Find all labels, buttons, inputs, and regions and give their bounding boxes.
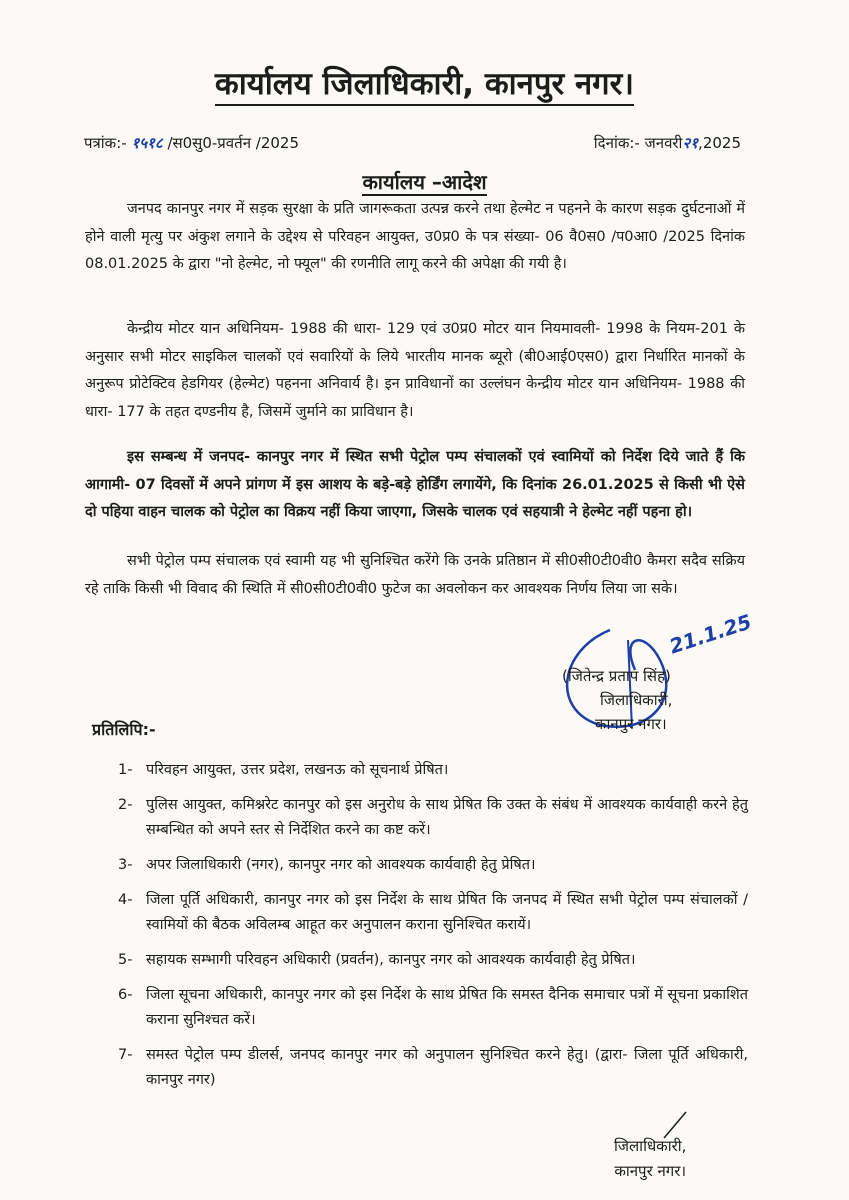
footer-designation: जिलाधिकारी, (614, 1137, 687, 1155)
order-title: कार्यालय –आदेश (362, 170, 487, 194)
signatory-designation: जिलाधिकारी, (600, 691, 673, 709)
copy-item: 2- पुलिस आयुक्त, कमिश्नरेट कानपुर को इस अनुरोध के साथ प्रेषित कि उक्त के संबंध में आवश्यक कार्यवाही करने हेतु सम्बन्धित को अपने स्तर से निर्देशित करने का कष्ट करें। (118, 797, 748, 838)
copy-list (118, 758, 748, 1103)
footer-signatory (614, 1134, 686, 1184)
paragraph-3: इस सम्बन्ध में जनपद- कानपुर नगर में स्थित सभी पेट्रोल पम्प संचालकों एवं स्वामियों को निर्देश दिये जाते हैं कि आगामी- 07 दिवसों में अपने प्रांगण में इस आशय के बड़े-बड़े होर्डिंग लगायेंगे, कि दिनांक 26.01.2025 से किसी भी ऐसे दो पहिया वाहन चालक को पेट्रोल का विक्रय नहीं किया जाएगा, जिसके चालक एवं सहयात्री ने हेल्मेट नहीं पहना हो। (85, 449, 745, 520)
handwritten-letter-number: १५१८ (131, 134, 163, 152)
copy-item: 6- जिला सूचना अधिकारी, कानपुर नगर को इस निर्देश के साथ प्रेषित कि समस्त दैनिक समाचार पत्रों में सूचना प्रकाशित कराना सुनिश्चत करें। (118, 987, 748, 1028)
reference-row (84, 133, 741, 153)
letter-date: दिनांक:- जनवरी२१,2025 (593, 134, 741, 152)
handwritten-day: २१ (682, 134, 699, 152)
copy-item: 5- सहायक सम्भागी परिवहन अधिकारी (प्रवर्तन), कानपुर नगर को आवश्यक कार्यवाही हेतु प्रेषित। (118, 952, 636, 968)
office-heading: कार्यालय जिलाधिकारी, कानपुर नगर। (0, 62, 849, 104)
signature-block (540, 610, 790, 740)
copy-item: 1- परिवहन आयुक्त, उत्तर प्रदेश, लखनऊ को सूचनार्थ प्रेषित। (118, 762, 449, 778)
signatory-name: (जितेन्द्र प्रताप सिंह) (562, 667, 671, 685)
paragraph-1: जनपद कानपुर नगर में सड़क सुरक्षा के प्रति जागरूकता उत्पन्न करने तथा हेल्मेट न पहनने के कारण सड़क दुर्घटनाओं में होने वाली मृत्यु पर अंकुश लगाने के उद्देश्य से परिवहन आयुक्त, उ0प्र0 के पत्र संख्या- 06 वै0स0 /प0आ0 /2025 दिनांक 08.01.2025 के द्वारा "नो हेल्मेट, नो फ्यूल" की रणनीति लागू करने की अपेक्षा की गयी है। (85, 201, 745, 272)
paragraph-2: केन्द्रीय मोटर यान अधिनियम- 1988 की धारा- 129 एवं उ0प्र0 मोटर यान नियमावली- 1998 के नियम-201 के अनुसार सभी मोटर साइकिल चालकों एवं सवारियों के लिये भारतीय मानक ब्यूरो (बी0आई0एस0) द्वारा निर्धारित मानकों के अनुरूप प्रोटेक्टिव हेडगियर (हेल्मेट) पहनना अनिवार्य है। इन प्राविधानों का उल्लंघन केन्द्रीय मोटर यान अधिनियम- 1988 की धारा- 177 के तहत दण्डनीय है, जिसमें जुर्माने का प्राविधान है। (85, 321, 745, 420)
copy-item: 7- समस्त पेट्रोल पम्प डीलर्स, जनपद कानपुर नगर को अनुपालन सुनिश्चित करने हेतु। (द्वारा- जिला पूर्ति अधिकारी, कानपुर नगर) (118, 1047, 748, 1088)
copy-item: 3- अपर जिलाधिकारी (नगर), कानपुर नगर को आवश्यक कार्यवाही हेतु प्रेषित। (118, 857, 536, 873)
handwritten-signature-date: 21.1.25 (666, 609, 755, 659)
copy-heading: प्रतिलिपि:- (92, 720, 156, 739)
signatory-location: कानपुर नगर। (595, 715, 667, 733)
paragraph-4: सभी पेट्रोल पम्प संचालक एवं स्वामी यह भी सुनिश्चित करेंगे कि उनके प्रतिष्ठान में सी0सी0टी0वी0 कैमरा सदैव सक्रिय रहे ताकि किसी भी विवाद की स्थिति में सी0सी0टी0वी0 फुटेज का अवलोकन कर आवश्यक निर्णय लिया जा सके। (85, 553, 745, 597)
letter-number: पत्रांक:- १५१८ /स0सु0-प्रवर्तन /2025 (84, 134, 300, 152)
copy-item: 4- जिला पूर्ति अधिकारी, कानपुर नगर को इस निर्देश के साथ प्रेषित कि जनपद में स्थित सभी पेट्रोल पम्प संचालकों /स्वामियों की बैठक अविलम्ब आहूत कर अनुपालन कराना सुनिश्चित करायें। (118, 892, 748, 933)
footer-location: कानपुर नगर। (614, 1162, 687, 1180)
